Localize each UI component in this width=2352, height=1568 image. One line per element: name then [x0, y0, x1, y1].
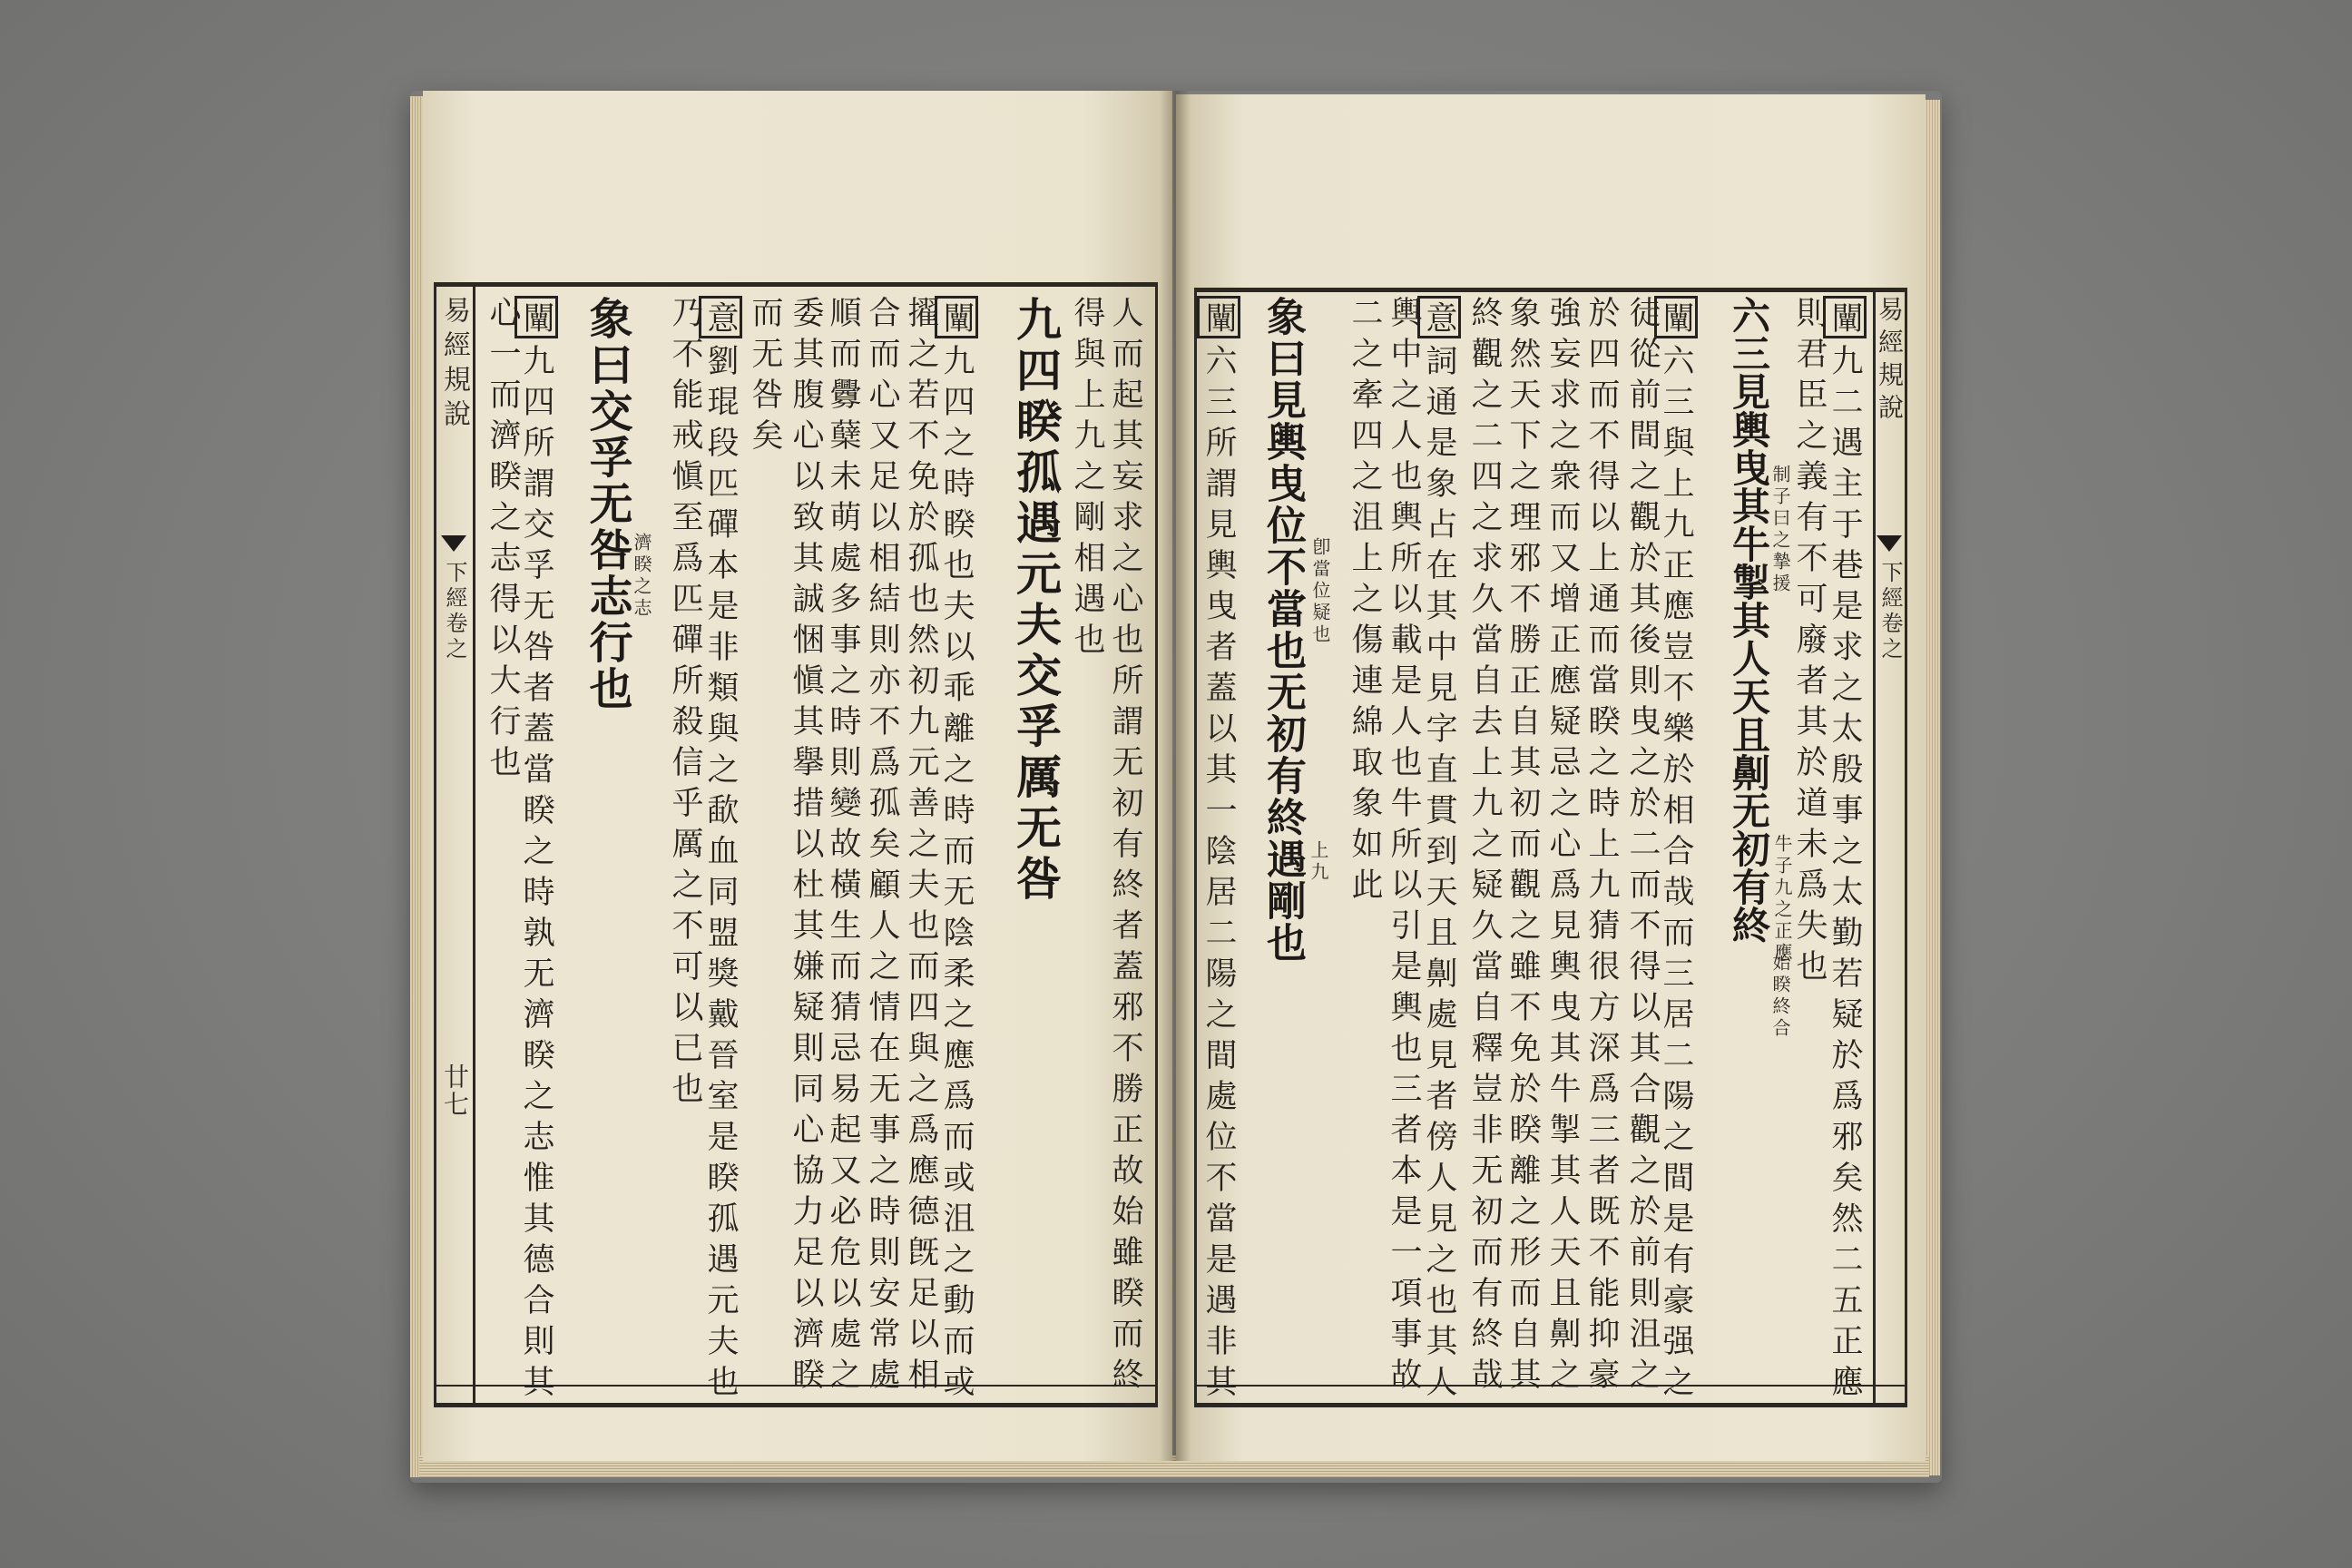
commentary-marker: 闡 — [514, 296, 558, 338]
binding-gutter — [1160, 91, 1191, 1461]
right-margin-title: 易經規說 — [1875, 296, 1905, 426]
interlinear-note: 卽當位疑也 — [1309, 537, 1331, 646]
classic-text-column: 象曰見輿曳位不當也无初有終遇剛也 — [1259, 296, 1306, 964]
classic-text-column: 六三見輿曳其牛掣其人天且劓无初有終 — [1727, 296, 1771, 944]
left-margin-section: 下經卷之 — [442, 561, 467, 662]
commentary-column — [1200, 296, 1240, 1406]
column-text: 六三所謂見輿曳者蓋以其一陰居二陽之間處位不當是遇非其 — [1200, 344, 1237, 1406]
commentary-column: 乃不能戒愼至爲匹磾所殺信乎厲之不可以已也 — [667, 296, 703, 1112]
commentary-column: 人而起其妄求之心也所謂无初有終者蓋邪不勝正故始雖睽而終 — [1107, 296, 1143, 1398]
column-text: 九四之時睽也夫以乖離之時而无陰柔之應爲而或沮之動而或 — [938, 344, 975, 1406]
commentary-marker: 意 — [1417, 296, 1461, 338]
left-margin-title: 易經規說 — [438, 296, 470, 434]
commentary-column: 二之牽四之沮上之傷連綿取象如此 — [1347, 296, 1383, 908]
column-text: 劉琨段匹磾本是非類與之歃血同盟獎戴晉室是睽孤遇元夫也 — [702, 344, 739, 1406]
column-text: 詞通是象占在其中見字直貫到天且劓處見者傍人見之也其人 — [1421, 344, 1457, 1406]
left-fishtail-mark — [441, 535, 466, 552]
interlinear-note: 始睽終合 — [1769, 953, 1791, 1040]
commentary-column: 擢之若不免於孤也然初九元善之夫也而四與之爲應德旣足以相 — [903, 296, 939, 1398]
commentary-column: 終觀之二四之求久當自去上九之疑久當自釋豈非无初而有終哉 — [1466, 296, 1503, 1398]
commentary-column: 輿中之人也輿所以載是人也牛所以引是輿也三者本是一項事故 — [1386, 296, 1422, 1398]
commentary-column: 心一而濟睽之志得以大行也 — [485, 296, 521, 786]
interlinear-note: 濟睽之志 — [631, 533, 652, 620]
right-margin-divider — [1873, 288, 1876, 1407]
right-margin-section: 下經卷之 — [1877, 561, 1903, 662]
commentary-marker: 闡 — [935, 296, 978, 338]
commentary-marker: 闡 — [1823, 296, 1867, 338]
commentary-column — [1827, 296, 1867, 1406]
interlinear-note: 上九 — [1308, 840, 1329, 884]
right-fishtail-mark — [1877, 535, 1902, 552]
column-text: 九四所謂交孚无咎者蓋當睽之時孰无濟睽之志惟其德合則其 — [518, 344, 554, 1406]
column-text: 九二遇主于巷是求之太殷事之太勤若疑於爲邪矣然二五正應 — [1827, 344, 1863, 1406]
column-text: 六三與上九正應豈不樂於相合哉而三居二陽之間是有豪强之 — [1658, 344, 1694, 1406]
commentary-column: 則君臣之義有不可廢者其於道未爲失也 — [1791, 296, 1828, 990]
commentary-column: 於四而不得以上通而當睽之時上九猜很方深爲三者既不能抑豪 — [1583, 296, 1620, 1398]
commentary-column: 得與上九之剛相遇也 — [1069, 296, 1105, 663]
commentary-marker: 闡 — [1197, 296, 1240, 338]
commentary-column: 委其腹心以致其誠悃愼其擧措以杜其嫌疑則同心協力足以濟睽 — [788, 296, 824, 1398]
commentary-column — [1658, 296, 1698, 1406]
interlinear-note: 制子曰之摯援 — [1769, 465, 1791, 595]
commentary-column: 順而釁蘖未萌處多事之時則變故橫生而猜忌易起又必危以處之 — [825, 296, 861, 1398]
left-margin-divider — [473, 282, 475, 1407]
commentary-column: 而无咎矣 — [747, 296, 783, 459]
commentary-marker: 闡 — [1654, 296, 1698, 338]
commentary-column: 徒從前間之觀於其後則曳之於二而不得以其合觀之於前則沮之 — [1624, 296, 1661, 1398]
left-page-number: 廿七 — [440, 1063, 470, 1118]
commentary-column — [702, 296, 742, 1406]
classic-text-column: 象曰交孚无咎志行也 — [582, 296, 632, 712]
commentary-marker: 意 — [699, 296, 742, 338]
commentary-column — [938, 296, 978, 1406]
commentary-column: 合而心又足以相結則亦不爲孤矣顧人之情在无事之時則安常處 — [864, 296, 900, 1398]
commentary-column — [1421, 296, 1461, 1406]
classic-text-column: 九四睽孤遇元夫交孚厲无咎 — [1009, 296, 1063, 906]
interlinear-note: 牛子九之正應 — [1771, 834, 1793, 965]
commentary-column: 象然天下之理邪不勝正自其初而觀之雖不免於睽離之形而自其 — [1504, 296, 1541, 1398]
page-stack-right — [1924, 100, 1940, 1475]
commentary-column — [518, 296, 558, 1406]
commentary-column: 強妄求之衆而又增正應疑忌之心爲見輿曳其牛掣其人天且劓之 — [1544, 296, 1581, 1398]
